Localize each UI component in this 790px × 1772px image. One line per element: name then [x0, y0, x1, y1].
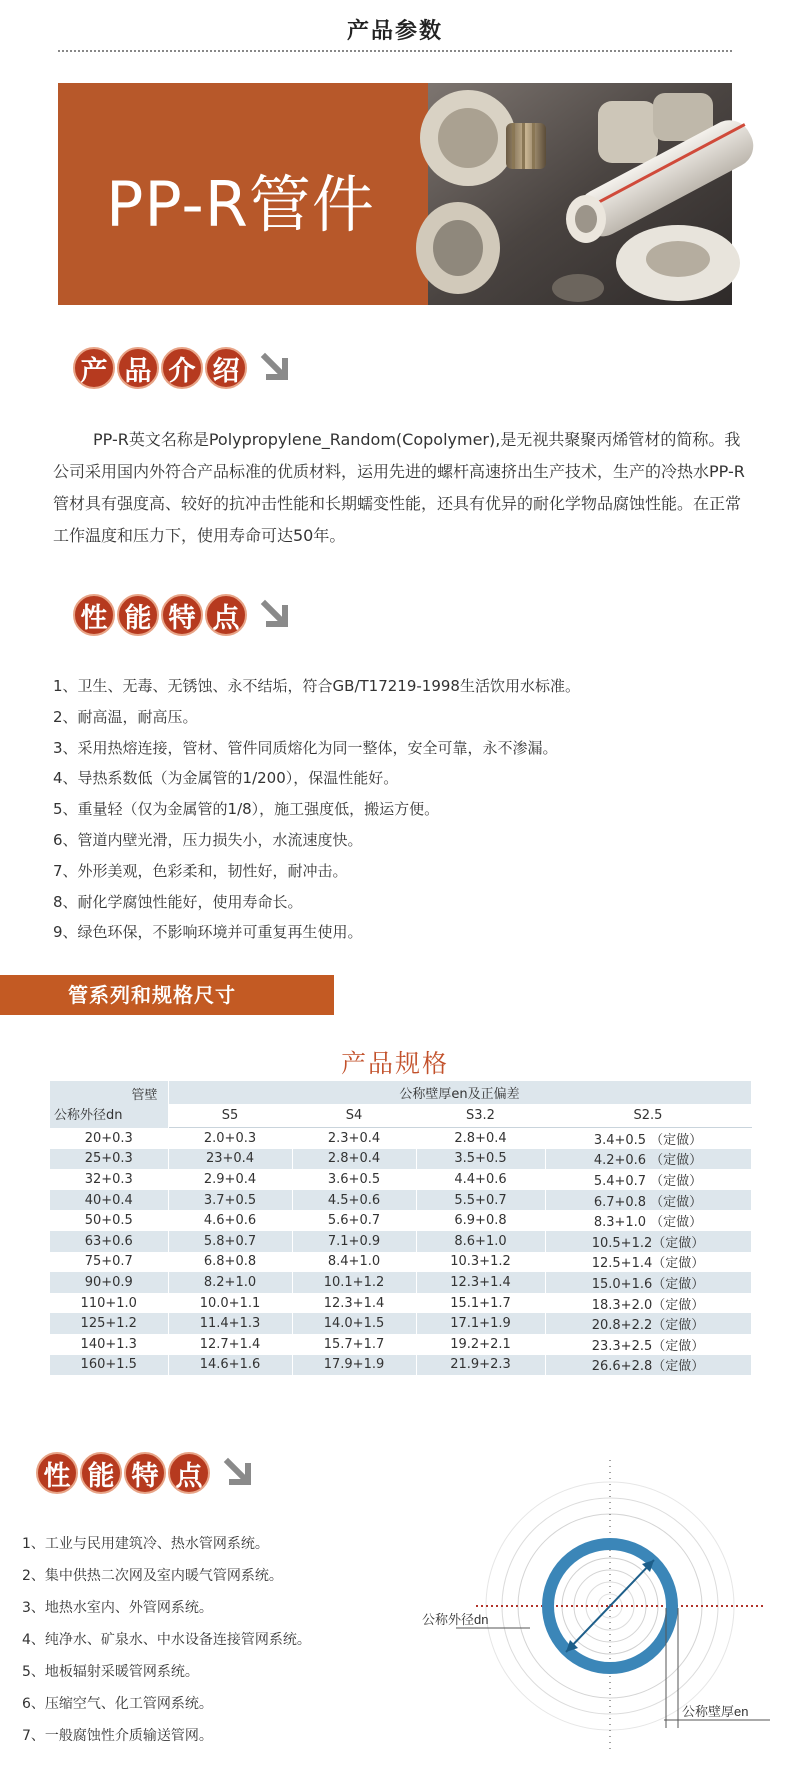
- table-row: [50, 1190, 751, 1211]
- row-header-cell: 32+0.3: [50, 1169, 168, 1190]
- features-list: [53, 671, 580, 948]
- table-cell: 7.1+0.9: [292, 1231, 416, 1252]
- banner-title: PP-R管件: [106, 168, 375, 241]
- row-header-cell: 140+1.3: [50, 1334, 168, 1355]
- table-row: [50, 1149, 751, 1170]
- table-cell: 26.6+2.8（定做）: [545, 1355, 751, 1376]
- row-header-cell: 63+0.6: [50, 1231, 168, 1252]
- group-header: 公称壁厚en及正偏差: [168, 1081, 751, 1104]
- table-cell: 10.5+1.2（定做）: [545, 1231, 751, 1252]
- applications-heading: [36, 1450, 254, 1496]
- table-cell: 14.0+1.5: [292, 1313, 416, 1334]
- heading-char: 点: [168, 1452, 210, 1494]
- table-cell: 10.0+1.1: [168, 1293, 292, 1314]
- list-item: 8、耐化学腐蚀性能好，使用寿命长。: [53, 892, 303, 911]
- table-cell: 17.1+1.9: [416, 1313, 545, 1334]
- table-row: [50, 1355, 751, 1376]
- list-item: 3、地热水室内、外管网系统。: [22, 1600, 213, 1616]
- heading-char: 性: [73, 594, 115, 636]
- table-row: [50, 1272, 751, 1293]
- row-header-cell: 25+0.3: [50, 1149, 168, 1170]
- table-cell: 5.6+0.7: [292, 1210, 416, 1231]
- list-item: 2、集中供热二次网及室内暖气管网系统。: [22, 1568, 283, 1584]
- heading-char: 绍: [205, 347, 247, 389]
- product-banner: [58, 83, 732, 305]
- table-row: [50, 1169, 751, 1190]
- table-cell: 12.3+1.4: [292, 1293, 416, 1314]
- pipe-cross-section-diagram: [422, 1458, 770, 1758]
- table-cell: 6.9+0.8: [416, 1210, 545, 1231]
- table-corner-cell: [50, 1081, 168, 1128]
- table-cell: 8.3+1.0 （定做）: [545, 1210, 751, 1231]
- table-cell: 3.7+0.5: [168, 1190, 292, 1211]
- table-row: [50, 1334, 751, 1355]
- table-cell: 5.4+0.7 （定做）: [545, 1169, 751, 1190]
- column-header: S5: [168, 1104, 292, 1128]
- table-cell: 8.6+1.0: [416, 1231, 545, 1252]
- row-header-cell: 50+0.5: [50, 1210, 168, 1231]
- intro-heading: [73, 345, 291, 391]
- table-cell: 4.6+0.6: [168, 1210, 292, 1231]
- arrow-down-right-icon: [224, 1458, 254, 1488]
- table-cell: 23+0.4: [168, 1149, 292, 1170]
- table-cell: 21.9+2.3: [416, 1355, 545, 1376]
- corner-bottom-label: 公称外径dn: [54, 1108, 123, 1124]
- corner-top-label: 管壁: [131, 1088, 158, 1104]
- applications-list: [22, 1528, 311, 1752]
- list-item: 3、采用热熔连接，管材、管件同质熔化为同一整体，安全可靠，永不渗漏。: [53, 738, 558, 757]
- table-cell: 10.3+1.2: [416, 1252, 545, 1273]
- banner-color-block: [58, 83, 428, 305]
- table-cell: 20.8+2.2（定做）: [545, 1313, 751, 1334]
- table-cell: 18.3+2.0（定做）: [545, 1293, 751, 1314]
- heading-char: 点: [205, 594, 247, 636]
- table-header-row: [50, 1081, 751, 1104]
- table-cell: 4.4+0.6: [416, 1169, 545, 1190]
- table-cell: 12.7+1.4: [168, 1334, 292, 1355]
- table-cell: 8.2+1.0: [168, 1272, 292, 1293]
- heading-char: 品: [117, 347, 159, 389]
- heading-char: 特: [161, 594, 203, 636]
- table-cell: 15.7+1.7: [292, 1334, 416, 1355]
- arrow-down-right-icon: [261, 600, 291, 630]
- list-item: 4、导热系数低（为金属管的1/200），保温性能好。: [53, 769, 399, 788]
- column-header: S4: [292, 1104, 416, 1128]
- dn-label: 公称外径dn: [422, 1612, 489, 1627]
- list-item: 6、管道内壁光滑，压力损失小，水流速度快。: [53, 830, 363, 849]
- list-item: 5、重量轻（仅为金属管的1/8），施工强度低，搬运方便。: [53, 800, 440, 819]
- spec-section-bar: 管系列和规格尺寸: [0, 975, 334, 1015]
- heading-char: 能: [80, 1452, 122, 1494]
- table-cell: 2.8+0.4: [416, 1128, 545, 1149]
- en-label: 公称壁厚en: [682, 1704, 749, 1719]
- list-item: 7、外形美观，色彩柔和，韧性好，耐冲击。: [53, 861, 348, 880]
- table-cell: 5.5+0.7: [416, 1190, 545, 1211]
- heading-char: 能: [117, 594, 159, 636]
- table-cell: 15.0+1.6（定做）: [545, 1272, 751, 1293]
- list-item: 1、卫生、无毒、无锈蚀、永不结垢，符合GB/T17219-1998生活饮用水标准。: [53, 677, 580, 695]
- table-cell: 8.4+1.0: [292, 1252, 416, 1273]
- heading-char: 性: [36, 1452, 78, 1494]
- row-header-cell: 125+1.2: [50, 1313, 168, 1334]
- table-row: [50, 1128, 751, 1149]
- heading-char: 介: [161, 347, 203, 389]
- table-cell: 4.2+0.6 （定做）: [545, 1149, 751, 1170]
- heading-char: 产: [73, 347, 115, 389]
- table-cell: 6.8+0.8: [168, 1252, 292, 1273]
- spec-table: [50, 1081, 752, 1375]
- table-cell: 15.1+1.7: [416, 1293, 545, 1314]
- table-cell: 14.6+1.6: [168, 1355, 292, 1376]
- table-cell: 2.9+0.4: [168, 1169, 292, 1190]
- list-item: 2、耐高温，耐高压。: [53, 707, 198, 726]
- table-cell: 6.7+0.8 （定做）: [545, 1190, 751, 1211]
- title-divider: [58, 50, 732, 52]
- page-title: 产品参数: [346, 19, 443, 44]
- row-header-cell: 160+1.5: [50, 1355, 168, 1376]
- table-cell: 11.4+1.3: [168, 1313, 292, 1334]
- row-header-cell: 75+0.7: [50, 1252, 168, 1273]
- list-item: 5、地板辐射采暖管网系统。: [22, 1664, 199, 1680]
- table-row: [50, 1252, 751, 1273]
- diameter-line: [566, 1560, 654, 1652]
- column-header: S2.5: [545, 1104, 751, 1128]
- table-title: 产品规格: [340, 1049, 449, 1078]
- list-item: 9、绿色环保，不影响环境并可重复再生使用。: [53, 923, 363, 942]
- table-cell: 2.3+0.4: [292, 1128, 416, 1149]
- heading-char: 特: [124, 1452, 166, 1494]
- features-heading: [73, 592, 291, 638]
- list-item: 4、纯净水、矿泉水、中水设备连接管网系统。: [22, 1632, 311, 1648]
- table-row: [50, 1293, 751, 1314]
- table-cell: 12.3+1.4: [416, 1272, 545, 1293]
- table-row: [50, 1210, 751, 1231]
- table-cell: 10.1+1.2: [292, 1272, 416, 1293]
- table-cell: 3.5+0.5: [416, 1149, 545, 1170]
- table-cell: 17.9+1.9: [292, 1355, 416, 1376]
- arrow-down-right-icon: [261, 353, 291, 383]
- list-item: 7、一般腐蚀性介质输送管网。: [22, 1728, 213, 1744]
- table-cell: 19.2+2.1: [416, 1334, 545, 1355]
- intro-paragraph: PP-R英文名称是Polypropylene_Random(Copolymer),是无视共聚聚丙烯管材的简称。我公司采用国内外符合产品标准的优质材料，运用先进的螺杆高速挤出生产技术，生产的冷热水PP-R管材具有强度高、较好的抗冲击性能和长期蠕变性能，还具有优异的耐化学物品腐蚀性能。在正常工作温度和压力下，使用寿命可达50年。: [53, 430, 745, 545]
- row-header-cell: 110+1.0: [50, 1293, 168, 1314]
- table-cell: 2.0+0.3: [168, 1128, 292, 1149]
- table-cell: 4.5+0.6: [292, 1190, 416, 1211]
- table-row: [50, 1313, 751, 1334]
- table-cell: 2.8+0.4: [292, 1149, 416, 1170]
- list-item: 6、压缩空气、化工管网系统。: [22, 1696, 213, 1712]
- table-cell: 3.6+0.5: [292, 1169, 416, 1190]
- table-cell: 23.3+2.5（定做）: [545, 1334, 751, 1355]
- row-header-cell: 40+0.4: [50, 1190, 168, 1211]
- table-cell: 3.4+0.5 （定做）: [545, 1128, 751, 1149]
- table-cell: 5.8+0.7: [168, 1231, 292, 1252]
- row-header-cell: 90+0.9: [50, 1272, 168, 1293]
- pipe-fittings-photo: [428, 83, 732, 305]
- row-header-cell: 20+0.3: [50, 1128, 168, 1149]
- list-item: 1、工业与民用建筑冷、热水管网系统。: [22, 1536, 269, 1552]
- table-cell: 12.5+1.4（定做）: [545, 1252, 751, 1273]
- column-header: S3.2: [416, 1104, 545, 1128]
- table-row: [50, 1231, 751, 1252]
